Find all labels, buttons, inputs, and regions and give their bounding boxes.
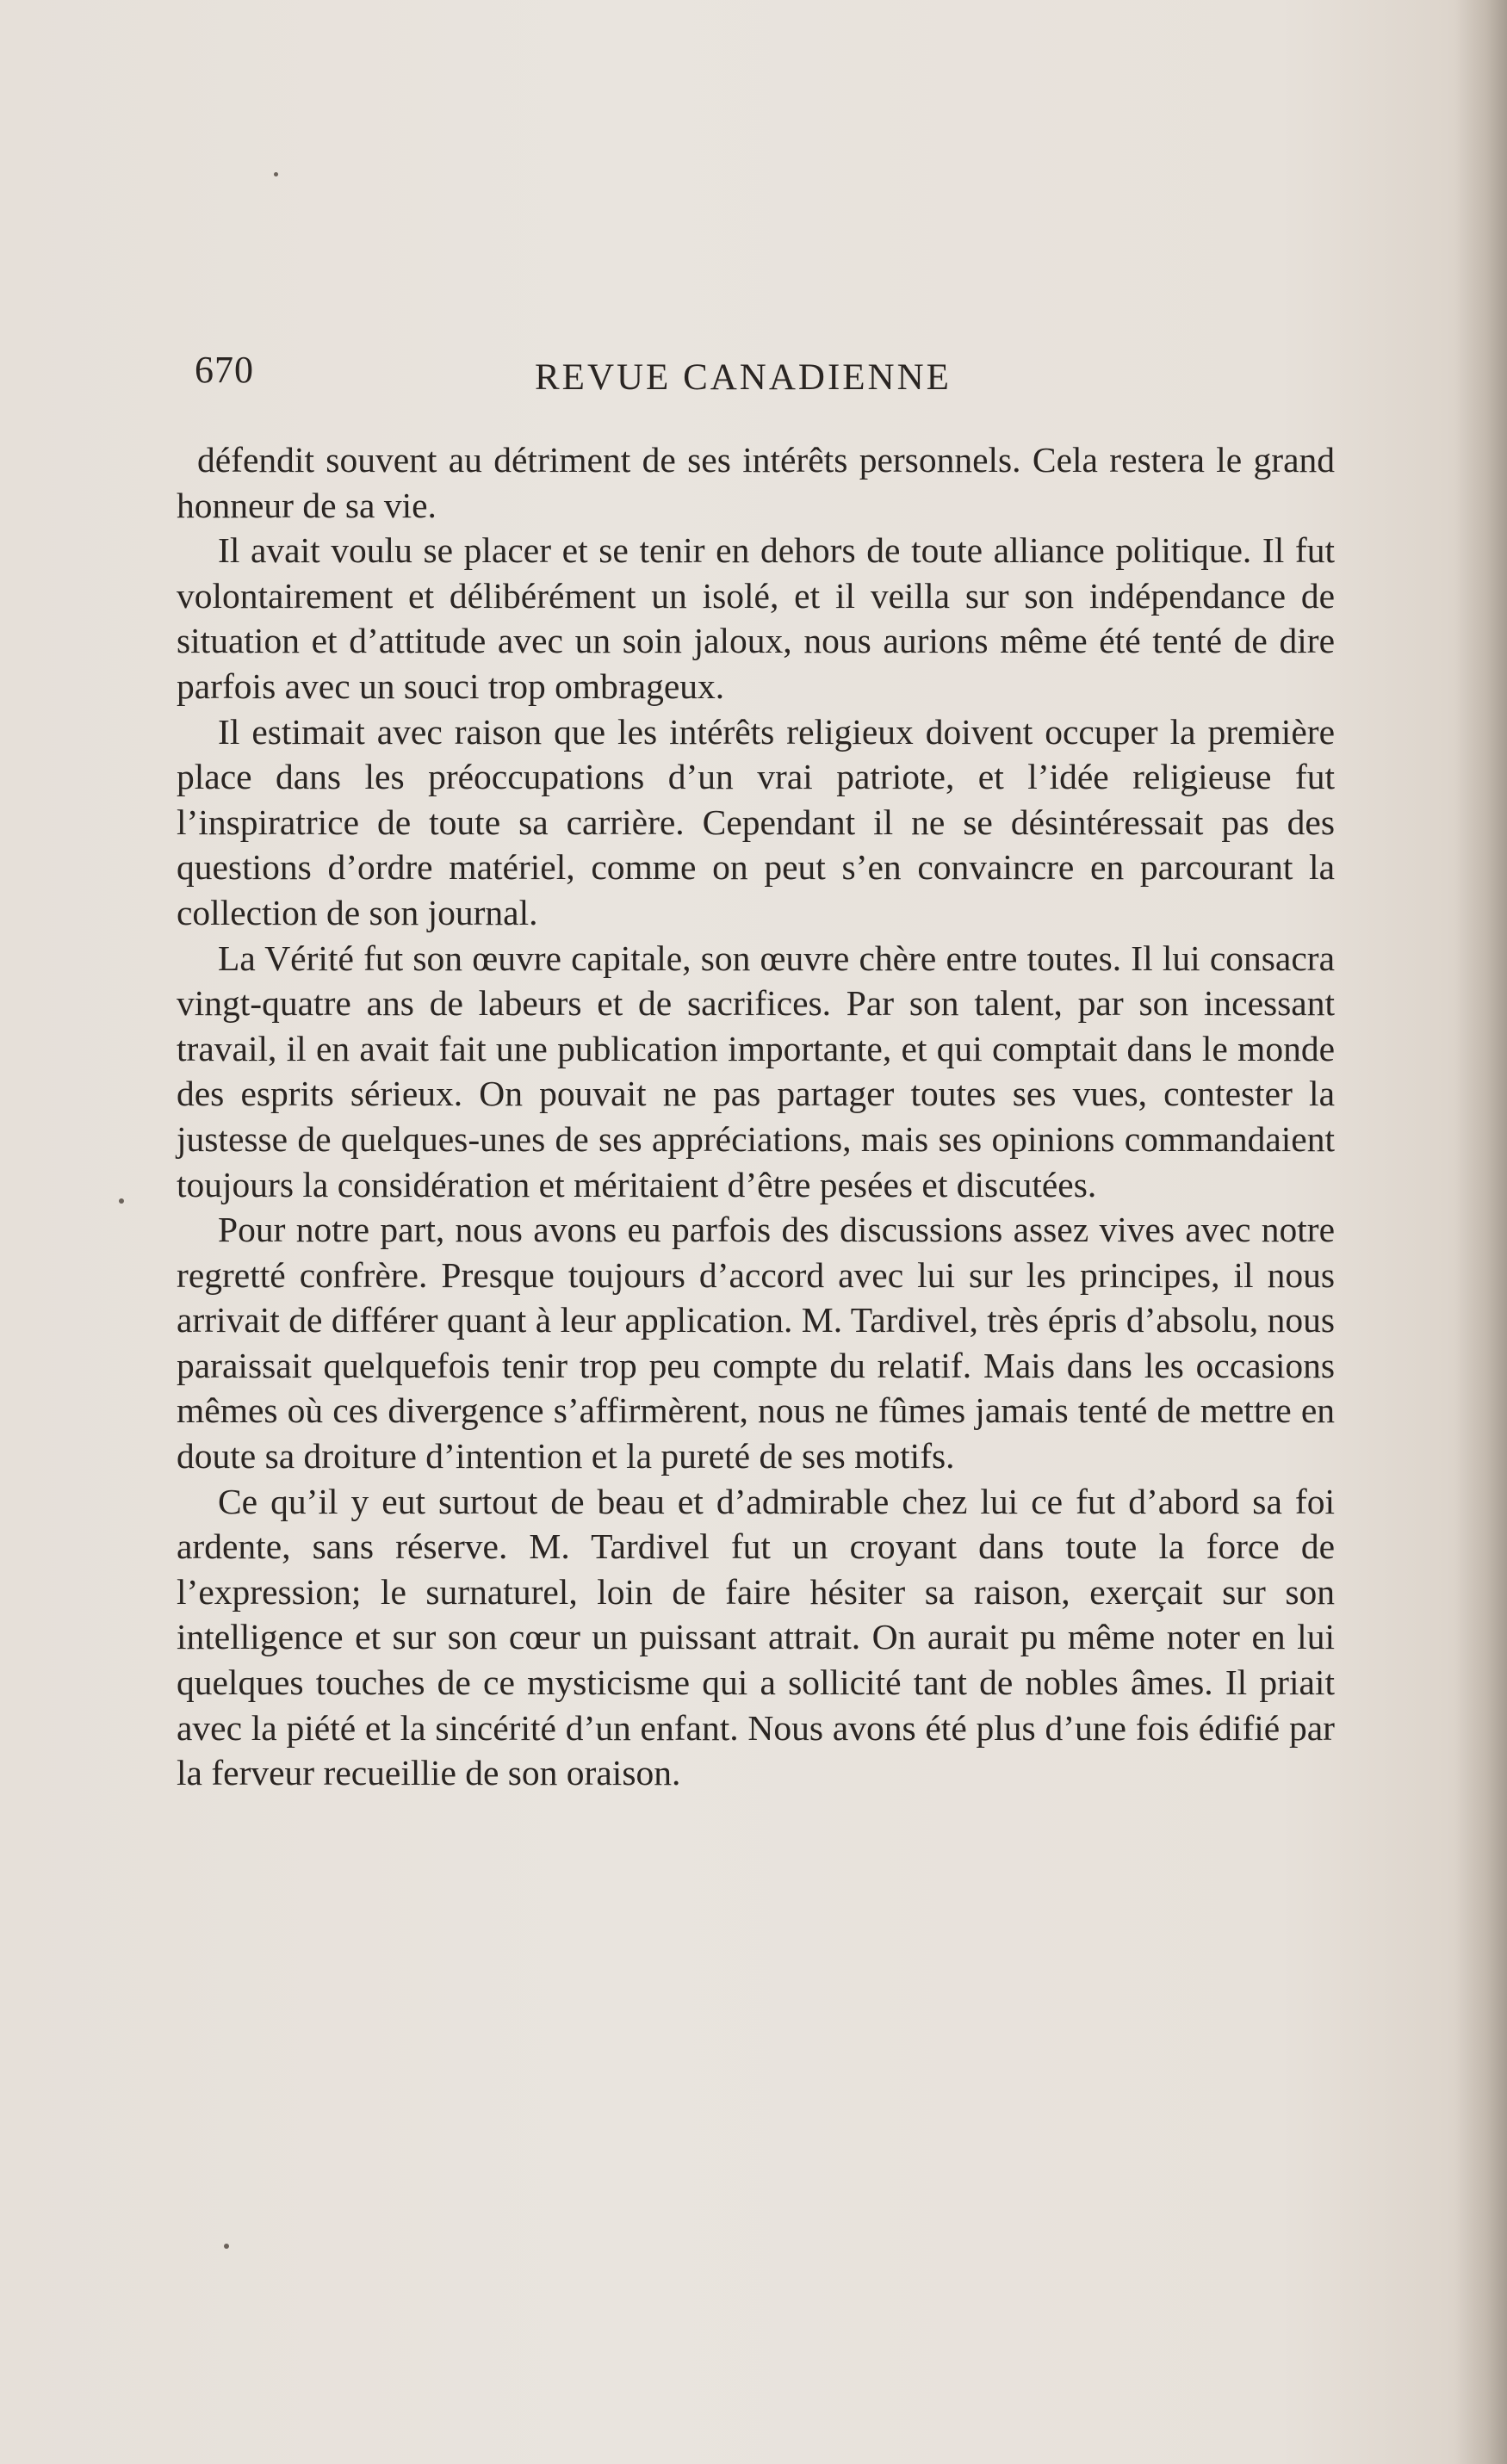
page-number: 670: [195, 349, 254, 391]
paper-speck: [119, 1198, 124, 1204]
paragraph: La Vérité fut son œuvre capitale, son œuvre chère entre toutes. Il lui consacra vingt-quatre ans de labeurs et de sacrifices. Par son talent, par son incessant travail, il en avait fait une publication importante, et qui comptait dans le monde des esprits sérieux. On pouvait ne pas partager toutes ses vues, contester la justesse de quelques-unes de ses appréciations, mais ses opinions commandaient toujours la considération et méritaient d’être pesées et discutées.: [177, 938, 1335, 1204]
paragraph: Ce qu’il y eut surtout de beau et d’admirable chez lui ce fut d’abord sa foi ardente, sans réserve. M. Tardivel fut un croyant dans toute la force de l’expression; le surnaturel, loin de faire hésiter sa raison, exerçait sur son intelligence et sur son cœur un puissant attrait. On aurait pu même noter en lui quelques touches de ce mysticisme qui a sollicité tant de nobles âmes. Il priait avec la piété et la sincérité d’un enfant. Nous avons été plus d’une fois édifié par la ferveur recueillie de son oraison.: [177, 1481, 1335, 1793]
page-edge-shadow: [1455, 0, 1507, 2464]
paper-speck: [274, 172, 278, 176]
article-body: [177, 437, 1335, 1796]
running-title: REVUE CANADIENNE: [535, 357, 952, 398]
paragraph: défendit souvent au détriment de ses intérêts personnels. Cela restera le grand honneur de sa vie.: [177, 440, 1335, 525]
paper-speck: [224, 2244, 229, 2249]
paragraph: Il estimait avec raison que les intérêts religieux doivent occuper la première place dans les préoccupations d’un vrai patriote, et l’idée religieuse fut l’inspiratrice de toute sa carrière. Cependant il ne se désintéressait pas des questions d’ordre matériel, comme on peut s’en convaincre en parcourant la collection de son journal.: [177, 711, 1335, 932]
paragraph: Il avait voulu se placer et se tenir en dehors de toute alliance politique. Il fut volontairement et délibérément un isolé, et il veilla sur son indépendance de situation et d’attitude avec un soin jaloux, nous aurions même été tenté de dire parfois avec un souci trop ombrageux.: [177, 530, 1335, 706]
page-header: [195, 343, 1331, 403]
paragraph: Pour notre part, nous avons eu parfois des discussions assez vives avec notre regretté confrère. Presque toujours d’accord avec lui sur les principes, il nous arrivait de différer quant à leur application. M. Tardivel, très épris d’absolu, nous paraissait quelquefois tenir trop peu compte du relatif. Mais dans les occasions mêmes où ces divergence s’affirmèrent, nous ne fûmes jamais tenté de mettre en doute sa droiture d’intention et la pureté de ses motifs.: [177, 1210, 1335, 1477]
